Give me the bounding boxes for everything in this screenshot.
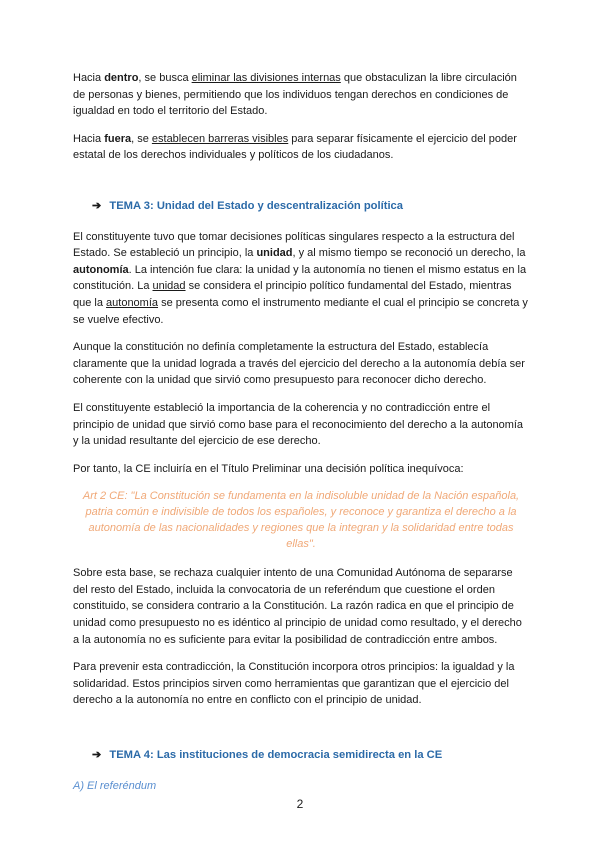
- paragraph-igualdad-solidaridad: Para prevenir esta contradicción, la Constitución incorpora otros principios: la igualdad y la solidaridad. Estos principios sirven como herramientas que garantizan que el ejercicio del derecho a la autonomía no entre en conflicto con el principio de unidad.: [73, 661, 515, 707]
- paragraph-estructura: Aunque la constitución no definía completamente la estructura del Estado, establecía claramente que la unidad lograda a través del ejercicio del derecho a la autonomía debía ser coherente con la unidad que sirvió como presupuesto para reconocer dicho derecho.: [73, 341, 525, 387]
- document-page: [73, 70, 529, 794]
- paragraph-rechazo: Sobre esta base, se rechaza cualquier intento de una Comunidad Autónoma de separarse del resto del Estado, incluida la convocatoria de un referéndum que cuestione el orden constituido, se considera contrario a la Constitución. La razón radica en que el principio de unidad como presupuesto no es idéntico al principio de unidad como resultado, y el derecho a la autonomía no es suficiente para evitar la posibilidad de contradicción entre ambos.: [73, 567, 522, 646]
- paragraph-coherencia: El constituyente estableció la importancia de la coherencia y no contradicción entre el principio de unidad que sirvió como base para el reconocimiento del derecho a la autonomía y la unidad resultante del ejercicio de ese derecho.: [73, 401, 524, 448]
- arrow-icon: ➔: [92, 199, 102, 212]
- paragraph-dentro: Hacia dentro, se busca eliminar las divisiones internas que obstaculizan la libre circulación de personas y bienes, permitiendo que los individuos tengan derechos en condiciones de igualdad en todo el territorio del Estado.: [73, 72, 517, 118]
- paragraph-unidad-autonomia: El constituyente tuvo que tomar decisiones políticas singulares respecto a la estructura del Estado. Se estableció un principio, la unidad, y al mismo tiempo se reconoció un derecho, la autonomía. La intención fue clara: la unidad y la autonomía no tienen el mismo estatus en la constitución. La unidad se considera el principio político fundamental del Estado, mientras que la autonomía se presenta como el instrumento mediante el cual el principio se concreta y se vuelve efectivo.: [73, 230, 528, 326]
- quote-art-2-ce: Art 2 CE: "La Constitución se fundamenta en la indisoluble unidad de la Nación española, patria común e indivisible de todos los españoles, y reconoce y garantiza el derecho a la autonomía de las nacionalidades y regiones que la integran y la solidaridad entre todas ellas".: [82, 490, 520, 551]
- arrow-icon: ➔: [92, 749, 102, 762]
- subheading-referendum: A) El referéndum: [73, 779, 157, 792]
- page-number: 2: [296, 797, 304, 811]
- paragraph-titulo-preliminar: Por tanto, la CE incluiría en el Título Preliminar una decisión política inequívoca:: [73, 462, 464, 475]
- paragraph-fuera: Hacia fuera, se establecen barreras visibles para separar físicamente el ejercicio del poder estatal de los derechos individuales y políticos de los ciudadanos.: [73, 132, 517, 162]
- heading-tema-4: ➔ TEMA 4: Las instituciones de democracia semidirecta en la CE: [92, 749, 443, 762]
- heading-tema-3: ➔ TEMA 3: Unidad del Estado y descentralización política: [92, 199, 404, 212]
